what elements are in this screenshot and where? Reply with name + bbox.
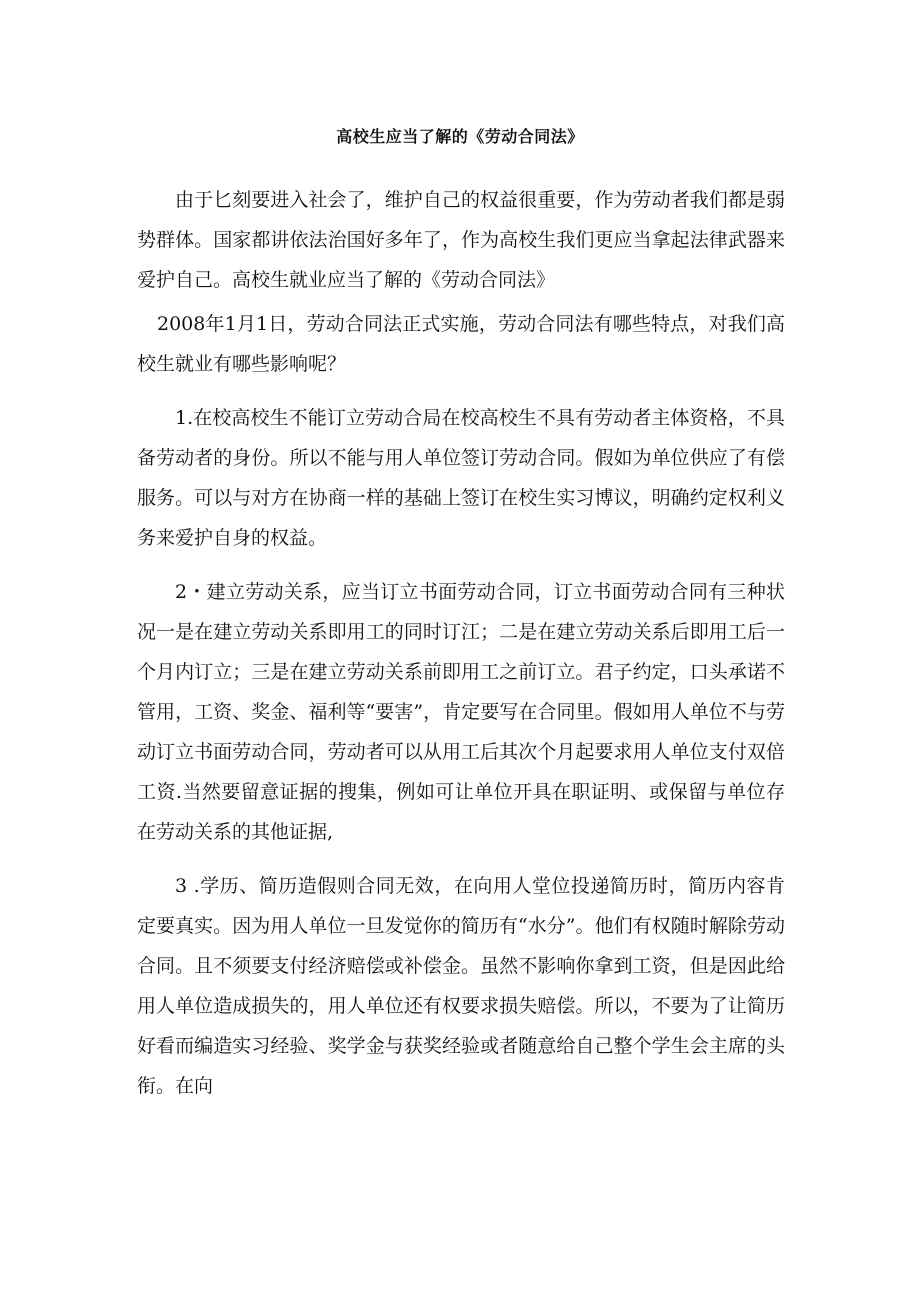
paragraph-intro: 由于匕刻要进入社会了，维护自己的权益很重要，作为劳动者我们都是弱势群体。国家都讲依法治国好多年了，作为高校生我们更应当拿起法律武器来爱护自己。高校生就业应当了解的《劳动合同法》 xyxy=(137,189,785,291)
paragraph-item-1: 1.在校高校生不能订立劳动合局在校高校生不具有劳动者主体资格，不具备劳动者的身份。所以不能与用人单位签订劳动合同。假如为单位供应了有偿服务。可以与对方在协商一样的基础上签订在校生实习博议，明确约定权利义务来爱护自身的权益。 xyxy=(137,407,785,549)
paragraph-item-2: 2・建立劳动关系，应当订立书面劳动合同，订立书面劳动合同有三种状况一是在建立劳动关系即用工的同时订江；二是在建立劳动关系后即用工后一个月内订立；三是在建立劳动关系前即用工之前订立。君子约定，口头承诺不管用，工资、奖金、福利等“要害”，肯定要写在合同里。假如用人单位不与劳动订立书面劳动合同，劳动者可以从用工后其次个月起要求用人单位支付双倍工资.当然要留意证据的搜集，例如可让单位开具在职证明、或保留与单位存在劳动关系的其他证据, xyxy=(137,581,785,843)
document-title: 高校生应当了解的《劳动合同法》 xyxy=(336,127,584,146)
document-body xyxy=(137,180,785,1118)
paragraph-date: 2008年1月1日，劳动合同法正式实施，劳动合同法有哪些特点，对我们高校生就业有哪些影响呢？ xyxy=(137,313,785,375)
paragraph-item-3: 3 .学历、简历造假则合同无效，在向用人堂位投递简历时，简历内容肯定要真实。因为用人单位一旦发觉你的简历有“水分”。他们有权随时解除劳动合同。且不须要支付经济赔偿或补偿金。虽然不影响你拿到工资，但是因此给用人单位造成损失的，用人单位还有权要求损失赔偿。所以，不要为了让简历好看而编造实习经验、奖学金与获奖经验或者随意给自己整个学生会主席的头衔。在向 xyxy=(137,875,785,1097)
